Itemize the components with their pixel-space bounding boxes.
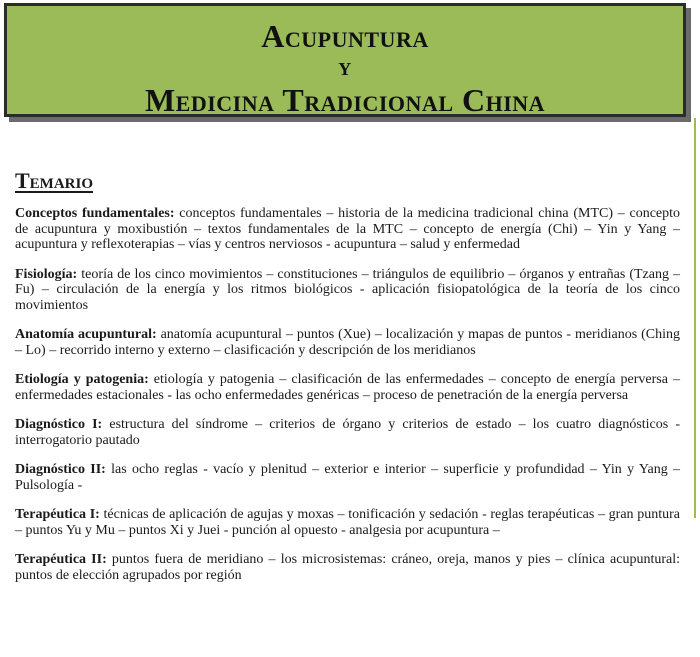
section-label: Etiología y patogenia: (15, 372, 149, 387)
accent-side-bar (694, 118, 696, 518)
section-diagnostico-2 (15, 462, 680, 493)
section-text: técnicas de aplicación de agujas y moxas – tonificación y sedación - reglas terapéuticas – gran puntura – puntos Yu y Mu – puntos Xi y Juei - punción al opuesto - analgesia por acupuntura – (15, 507, 680, 538)
title-line-3: Medicina Tradicional China (144, 82, 546, 118)
section-terapeutica-2 (15, 552, 680, 583)
section-text: puntos fuera de meridiano – los microsistemas: cráneo, oreja, manos y pies – clínica acupuntural: puntos de elección agrupados por región (15, 552, 681, 583)
section-conceptos (15, 206, 680, 253)
temario-heading: Temario (15, 168, 94, 193)
section-text: etiología y patogenia – clasificación de las enfermedades – concepto de energía perversa – enfermedades estacionales - las ocho enfermedades genéricas – proceso de penetración de la energía perversa (15, 372, 681, 403)
section-label: Conceptos fundamentales: (15, 206, 175, 221)
section-label: Anatomía acupuntural: (15, 327, 157, 342)
section-text: teoría de los cinco movimientos – constituciones – triángulos de equilibrio – órganos y entrañas (Tzang – Fu) – circulación de la energía y los ritmos biológicos - aplicación fisiopatológica de la teoría de los cinco movimientos (15, 266, 681, 313)
section-terapeutica-1 (15, 507, 680, 538)
section-anatomia (15, 327, 680, 358)
section-label: Diagnóstico I: (15, 417, 103, 432)
title-banner (4, 3, 686, 117)
section-label: Terapéutica I: (15, 507, 100, 522)
section-text: las ocho reglas - vacío y plenitud – exterior e interior – superficie y profundidad – Yin y Yang – Pulsología - (15, 462, 681, 493)
title-line-1: Acupuntura (261, 18, 429, 54)
section-label: Fisiología: (15, 266, 78, 282)
temario-sections (15, 206, 680, 597)
section-diagnostico-1 (15, 417, 680, 448)
section-label: Terapéutica II: (15, 552, 107, 567)
section-text: estructura del síndrome – criterios de órgano y criterios de estado – los cuatro diagnósticos - interrogatorio pautado (15, 417, 680, 448)
title-line-2: y (338, 52, 352, 81)
section-etiologia (15, 372, 680, 403)
section-text: anatomía acupuntural – puntos (Xue) – localización y mapas de puntos - meridianos (Ching – Lo) – recorrido interno y externo – clasificación y descripción de los meridianos (15, 327, 681, 358)
section-label: Diagnóstico II: (15, 462, 106, 477)
section-fisiologia (15, 267, 680, 314)
section-text: conceptos fundamentales – historia de la medicina tradicional china (MTC) – concepto de acupuntura y moxibustión – textos fundamentales de la MTC – concepto de energía (Chi) – Yin y Yang – acupuntura y reflexoterapias – vías y centros nerviosos - acupuntura – salud y enfermedad (15, 206, 681, 252)
